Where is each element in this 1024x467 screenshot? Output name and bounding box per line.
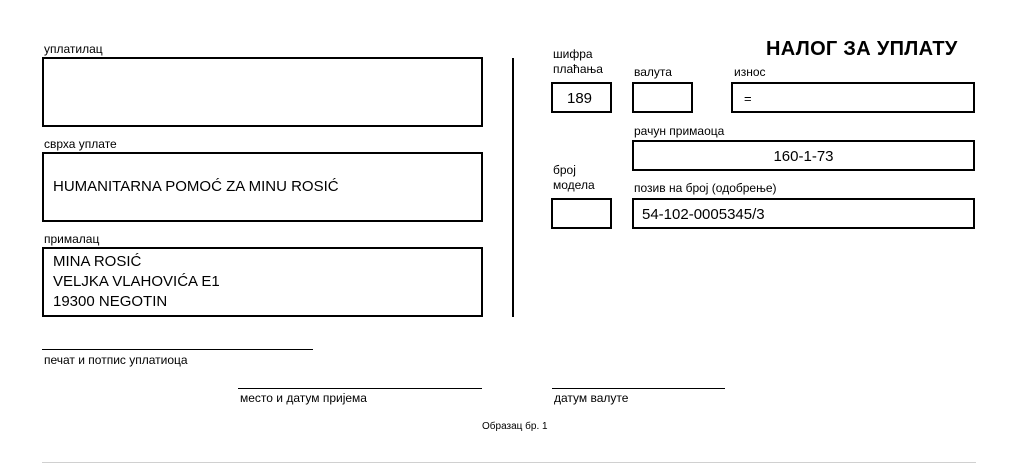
place-date-label: место и датум пријема: [240, 391, 367, 405]
model-label-1: број: [553, 163, 576, 177]
purpose-field[interactable]: [42, 152, 483, 222]
value-date-label: датум валуте: [554, 391, 629, 405]
bottom-rule: [42, 462, 976, 463]
currency-field[interactable]: [632, 82, 693, 113]
account-field[interactable]: [632, 140, 975, 171]
amount-value: =: [744, 91, 752, 106]
form-title: НАЛОГ ЗА УПЛАТУ: [766, 38, 958, 60]
signature-label: печат и потпис уплатиоца: [44, 353, 188, 367]
purpose-value: HUMANITARNA POMOĆ ZA MINU ROSIĆ: [53, 178, 339, 195]
amount-label: износ: [734, 65, 766, 79]
recipient-line-1: MINA ROSIĆ: [53, 253, 142, 270]
payer-field[interactable]: [42, 57, 483, 127]
model-field[interactable]: [551, 198, 612, 229]
amount-field[interactable]: [731, 82, 975, 113]
currency-label: валута: [634, 65, 672, 79]
reference-label: позив на број (одобрење): [634, 181, 777, 195]
payment-code-field[interactable]: [551, 82, 612, 113]
payment-code-label-1: шифра: [553, 47, 593, 61]
recipient-label: прималац: [44, 232, 100, 246]
signature-line: [42, 349, 313, 350]
recipient-field[interactable]: [42, 247, 483, 317]
payer-label: уплатилац: [44, 42, 103, 56]
purpose-label: сврха уплате: [44, 137, 117, 151]
reference-value: 54-102-0005345/3: [642, 206, 765, 223]
payment-code-label-2: плаћања: [553, 62, 603, 76]
column-divider: [512, 58, 514, 317]
payment-code-value: 189: [567, 90, 593, 107]
reference-field[interactable]: [632, 198, 975, 229]
model-label-2: модела: [553, 178, 595, 192]
account-value: 160-1-73: [773, 148, 834, 165]
recipient-line-3: 19300 NEGOTIN: [53, 293, 168, 310]
value-date-line: [552, 388, 725, 389]
recipient-line-2: VELJKA VLAHOVIĆA E1: [53, 273, 220, 290]
place-date-line: [238, 388, 482, 389]
form-number: Образац бр. 1: [482, 421, 548, 432]
account-label: рачун примаоца: [634, 124, 725, 138]
